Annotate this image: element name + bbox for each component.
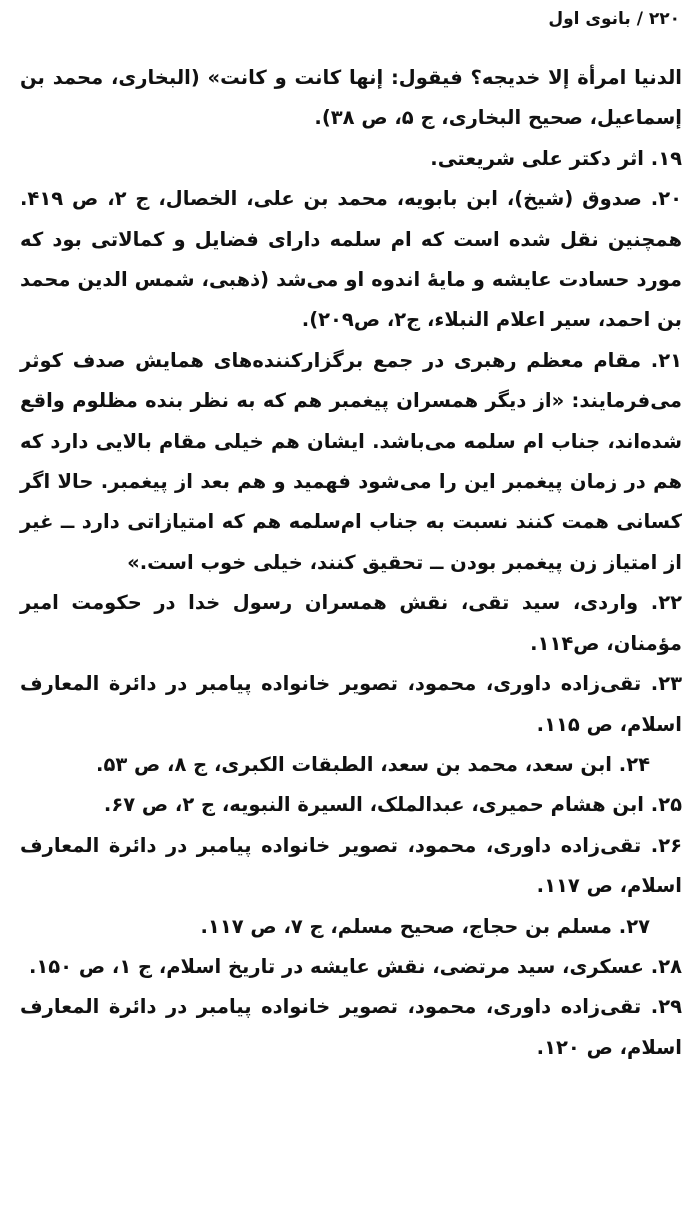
- footnote-text: اثر دکتر علی شریعتی.: [430, 146, 644, 170]
- footnote-text: صدوق (شیخ)، ابن بابویه، محمد بن علی، الخصال، ج ۲، ص ۴۱۹. همچنین نقل شده است که ام سلمه دارای فضایل و کمالاتی بود که مورد حسادت عایشه و مایهٔ اندوه او می‌شد (ذهبی، شمس الدین محمد بن احمد، سیر اعلام النبلاء، ج۲، ص۲۰۹).: [20, 187, 682, 332]
- footnote-23: [20, 664, 682, 745]
- footnote-number: ۲۴.: [618, 752, 650, 776]
- footnote-21: [20, 341, 682, 583]
- footnote-number: ۲۲.: [650, 591, 682, 615]
- book-title: بانوی اول: [548, 9, 631, 29]
- footnote-number: ۲۶.: [650, 833, 683, 857]
- footnote-28: [20, 947, 682, 987]
- footnote-text: تقی‌زاده داوری، محمود، تصویر خانواده پیامبر در دائرة المعارف اسلام، ص ۱۲۰.: [20, 995, 682, 1059]
- footnote-27: [20, 907, 682, 947]
- footnote-number: ۲۹.: [650, 995, 683, 1019]
- footnote-25: [20, 785, 682, 825]
- footnote-number: ۱۹.: [650, 146, 682, 170]
- footnote-26: [20, 826, 682, 907]
- page-number: ۲۲۰: [648, 9, 680, 29]
- footnote-text: مسلم بن حجاج، صحیح مسلم، ج ۷، ص ۱۱۷.: [200, 914, 612, 938]
- header-separator: /: [636, 9, 643, 29]
- footnote-number: ۲۳.: [650, 672, 683, 696]
- footnote-number: ۲۵.: [650, 793, 682, 817]
- footnote-24: [20, 745, 682, 785]
- footnote-text: مقام معظم رهبری در جمع برگزارکننده‌های همایش صدف کوثر می‌فرمایند: «از دیگر همسران پیغمبر هم که به نظر بنده مظلوم واقع شده‌اند، جناب ام سلمه می‌باشد. ایشان هم خیلی مقام بالایی دارد که هم در زمان پیغمبر این را می‌شود فهمید و هم بعد از پیغمبر. حالا اگر کسانی همت کنند نسبت به جناب ام‌سلمه هم که امتیازاتی دارد ــ غیر از امتیاز زن پیغمبر بودن ــ تحقیق کنند، خیلی خوب است.»: [20, 348, 682, 574]
- footnote-continuation: [20, 58, 682, 139]
- footnote-number: ۲۷.: [618, 914, 650, 938]
- footnote-19: [20, 139, 682, 179]
- footnote-22: [20, 583, 682, 664]
- footnote-text: تقی‌زاده داوری، محمود، تصویر خانواده پیامبر در دائرة المعارف اسلام، ص ۱۱۷.: [20, 833, 682, 898]
- footnote-text: عسکری، سید مرتضی، نقش عایشه در تاریخ اسلام، ج ۱، ص ۱۵۰.: [28, 954, 644, 978]
- footnote-text: تقی‌زاده داوری، محمود، تصویر خانواده پیامبر در دائرة المعارف اسلام، ص ۱۱۵.: [20, 672, 682, 736]
- footnote-text: الدنیا امرأة إلا خدیجه؟ فیقول: إنها کانت و کانت» (البخاری، محمد بن إسماعیل، صحیح البخاری، ج ۵، ص ۳۸).: [20, 66, 682, 130]
- running-header: [548, 6, 680, 32]
- footnotes-section: [20, 58, 682, 1068]
- footnote-number: ۲۱.: [650, 348, 682, 372]
- footnote-number: ۲۸.: [650, 954, 682, 978]
- footnote-text: ابن سعد، محمد بن سعد، الطبقات الکبری، ج ۸، ص ۵۳.: [96, 752, 612, 776]
- footnote-20: [20, 179, 682, 341]
- footnote-29: [20, 987, 682, 1068]
- footnote-number: ۲۰.: [650, 187, 682, 211]
- footnote-text: ابن هشام حمیری، عبدالملک، السیرة النبویه، ج ۲، ص ۶۷.: [103, 793, 644, 817]
- footnote-text: واردی، سید تقی، نقش همسران رسول خدا در حکومت امیر مؤمنان، ص۱۱۴.: [20, 591, 682, 655]
